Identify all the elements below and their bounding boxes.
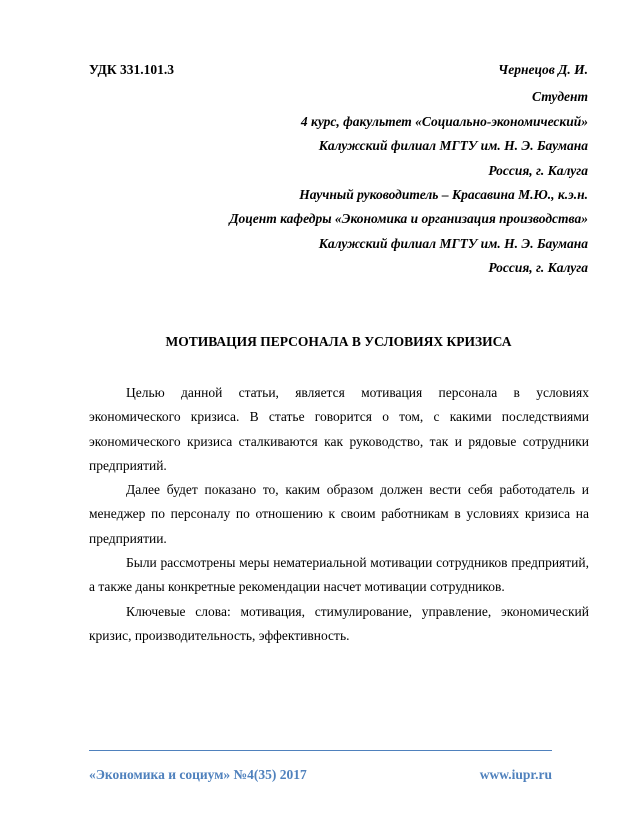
author-name: Чернецов Д. И. [498,62,588,77]
author-affiliation: Калужский филиал МГТУ им. Н. Э. Баумана [318,138,588,154]
udk-code: УДК 331.101.3 [89,62,174,77]
footer-website: www.iupr.ru [479,767,552,782]
author-course-faculty: 4 курс, факультет «Социально-экономический» [300,113,588,129]
footer-journal: «Экономика и социум» №4(35) 2017 [89,767,307,782]
author-info-block [229,61,588,281]
author-location: Россия, г. Калуга [488,162,588,178]
keywords-paragraph: Ключевые слова: мотивация, стимулирование, управление, экономический кризис, производительность, эффективность. [89,603,589,643]
article-title: МОТИВАЦИЯ ПЕРСОНАЛА В УСЛОВИЯХ КРИЗИСА [165,334,512,349]
author-status: Студент [532,89,588,105]
supervisor-position: Доцент кафедры «Экономика и организация производства» [229,211,588,227]
footer-divider [89,750,552,751]
supervisor-affiliation: Калужский филиал МГТУ им. Н. Э. Баумана [318,235,588,251]
abstract-paragraph: Целью данной статьи, является мотивация персонала в условиях экономического кризиса. В статье говорится о том, с какими последствиями экономического кризиса сталкиваются как руководство, так и рядовые сотрудники предприятий. [89,385,589,473]
abstract-paragraph: Далее будет показано то, каким образом должен вести себя работодатель и менеджер по персоналу по отношению к своим работникам в условиях кризиса на предприятии. [89,482,589,546]
supervisor-name: Научный руководитель – Красавина М.Ю., к.э.н. [299,187,588,203]
article-abstract [89,381,589,648]
supervisor-location: Россия, г. Калуга [488,260,588,276]
abstract-paragraph: Были рассмотрены меры нематериальной мотивации сотрудников предприятий, а также даны конкретные рекомендации насчет мотивации сотрудников. [89,555,589,595]
